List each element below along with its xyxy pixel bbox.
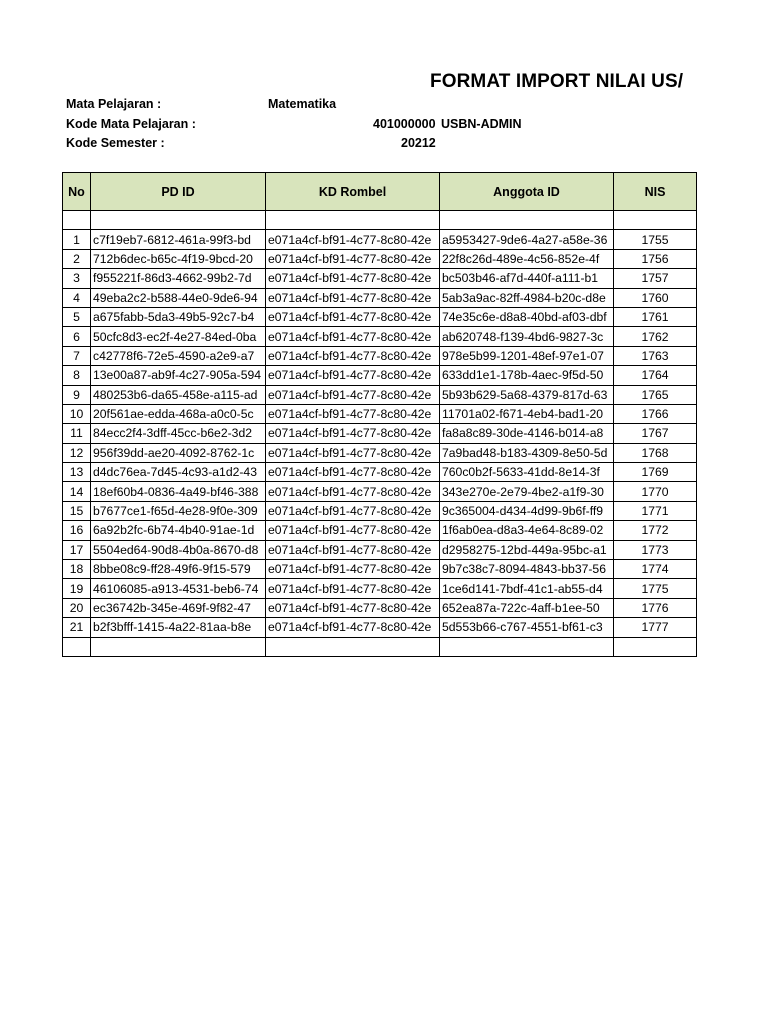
empty-cell[interactable] [91,637,266,656]
cell-kd-rombel[interactable]: e071a4cf-bf91-4c77-8c80-42e [266,346,440,365]
kode-semester-value: 20212 [401,136,436,150]
cell-nis[interactable]: 1773 [614,540,697,559]
cell-no[interactable]: 20 [63,598,91,617]
cell-anggota-id[interactable]: a5953427-9de6-4a27-a58e-36 [440,230,614,249]
cell-no[interactable]: 19 [63,579,91,598]
col-header-anggota-id: Anggota ID [440,173,614,211]
table-row [63,230,697,249]
cell-no[interactable]: 4 [63,288,91,307]
cell-anggota-id[interactable]: 652ea87a-722c-4aff-b1ee-50 [440,598,614,617]
cell-pd-id[interactable]: 46106085-a913-4531-beb6-74 [91,579,266,598]
cell-no[interactable]: 1 [63,230,91,249]
cell-nis[interactable]: 1772 [614,521,697,540]
table-row [63,424,697,443]
cell-kd-rombel[interactable]: e071a4cf-bf91-4c77-8c80-42e [266,598,440,617]
col-header-pd-id: PD ID [91,173,266,211]
table-row [63,463,697,482]
cell-anggota-id[interactable]: 1ce6d141-7bdf-41c1-ab55-d4 [440,579,614,598]
cell-pd-id[interactable]: c42778f6-72e5-4590-a2e9-a7 [91,346,266,365]
cell-pd-id[interactable]: 956f39dd-ae20-4092-8762-1c [91,443,266,462]
cell-anggota-id[interactable]: 11701a02-f671-4eb4-bad1-20 [440,404,614,423]
cell-no[interactable]: 6 [63,327,91,346]
cell-nis[interactable]: 1763 [614,346,697,365]
cell-kd-rombel[interactable]: e071a4cf-bf91-4c77-8c80-42e [266,404,440,423]
cell-kd-rombel[interactable]: e071a4cf-bf91-4c77-8c80-42e [266,501,440,520]
cell-kd-rombel[interactable]: e071a4cf-bf91-4c77-8c80-42e [266,385,440,404]
cell-nis[interactable]: 1756 [614,249,697,268]
cell-nis[interactable]: 1770 [614,482,697,501]
col-header-nis: NIS [614,173,697,211]
table-row [63,443,697,462]
cell-pd-id[interactable]: b7677ce1-f65d-4e28-9f0e-309 [91,501,266,520]
cell-no[interactable]: 2 [63,249,91,268]
cell-pd-id[interactable]: f955221f-86d3-4662-99b2-7d [91,269,266,288]
table-row [63,269,697,288]
cell-kd-rombel[interactable]: e071a4cf-bf91-4c77-8c80-42e [266,366,440,385]
table-body [63,211,697,657]
table-row [63,482,697,501]
cell-no[interactable]: 18 [63,560,91,579]
kode-mapel-label: Kode Mata Pelajaran : [66,117,196,131]
cell-anggota-id[interactable]: bc503b46-af7d-440f-a111-b1 [440,269,614,288]
kode-mapel-extra: USBN-ADMIN [441,117,522,131]
cell-kd-rombel[interactable]: e071a4cf-bf91-4c77-8c80-42e [266,579,440,598]
cell-nis[interactable]: 1771 [614,501,697,520]
cell-kd-rombel[interactable]: e071a4cf-bf91-4c77-8c80-42e [266,521,440,540]
empty-cell[interactable] [440,637,614,656]
cell-no[interactable]: 7 [63,346,91,365]
header-gap-row [63,211,697,230]
cell-pd-id[interactable]: b2f3bfff-1415-4a22-81aa-b8e [91,618,266,637]
cell-anggota-id[interactable]: 5d553b66-c767-4551-bf61-c3 [440,618,614,637]
table-row [63,307,697,326]
cell-nis[interactable]: 1768 [614,443,697,462]
cell-pd-id[interactable]: ec36742b-345e-469f-9f82-47 [91,598,266,617]
table-row [63,249,697,268]
cell-anggota-id[interactable]: 22f8c26d-489e-4c56-852e-4f [440,249,614,268]
nilai-table [62,172,697,657]
empty-row [63,637,697,656]
cell-pd-id[interactable]: 49eba2c2-b588-44e0-9de6-94 [91,288,266,307]
cell-pd-id[interactable]: 50cfc8d3-ec2f-4e27-84ed-0ba [91,327,266,346]
cell-anggota-id[interactable]: 7a9bad48-b183-4309-8e50-5d [440,443,614,462]
table-row [63,366,697,385]
cell-pd-id[interactable]: c7f19eb7-6812-461a-99f3-bd [91,230,266,249]
cell-anggota-id[interactable]: 5b93b629-5a68-4379-817d-63 [440,385,614,404]
cell-no[interactable]: 11 [63,424,91,443]
cell-anggota-id[interactable]: 74e35c6e-d8a8-40bd-af03-dbf [440,307,614,326]
table-row [63,288,697,307]
cell-nis[interactable]: 1769 [614,463,697,482]
cell-pd-id[interactable]: 13e00a87-ab9f-4c27-905a-594 [91,366,266,385]
cell-pd-id[interactable]: 20f561ae-edda-468a-a0c0-5c [91,404,266,423]
header-row [63,173,697,211]
empty-cell[interactable] [266,637,440,656]
cell-pd-id[interactable]: 8bbe08c9-ff28-49f6-9f15-579 [91,560,266,579]
mapel-label: Mata Pelajaran : [66,97,162,111]
cell-no[interactable]: 16 [63,521,91,540]
cell-no[interactable]: 14 [63,482,91,501]
cell-kd-rombel[interactable]: e071a4cf-bf91-4c77-8c80-42e [266,230,440,249]
table-row [63,327,697,346]
cell-kd-rombel[interactable]: e071a4cf-bf91-4c77-8c80-42e [266,327,440,346]
cell-no[interactable]: 10 [63,404,91,423]
cell-kd-rombel[interactable]: e071a4cf-bf91-4c77-8c80-42e [266,307,440,326]
table-row [63,346,697,365]
cell-anggota-id[interactable]: 5ab3a9ac-82ff-4984-b20c-d8e [440,288,614,307]
cell-anggota-id[interactable]: ab620748-f139-4bd6-9827-3c [440,327,614,346]
cell-no[interactable]: 13 [63,463,91,482]
cell-no[interactable]: 12 [63,443,91,462]
cell-anggota-id[interactable]: 1f6ab0ea-d8a3-4e64-8c89-02 [440,521,614,540]
kode-semester-label: Kode Semester : [66,136,165,150]
kode-mapel-value: 401000000 [373,117,436,131]
cell-anggota-id[interactable]: 9c365004-d434-4d99-9b6f-ff9 [440,501,614,520]
cell-pd-id[interactable]: 480253b6-da65-458e-a115-ad [91,385,266,404]
table-row [63,598,697,617]
cell-kd-rombel[interactable]: e071a4cf-bf91-4c77-8c80-42e [266,618,440,637]
cell-no[interactable]: 15 [63,501,91,520]
empty-cell[interactable] [614,637,697,656]
cell-nis[interactable]: 1765 [614,385,697,404]
cell-nis[interactable]: 1762 [614,327,697,346]
cell-anggota-id[interactable]: d2958275-12bd-449a-95bc-a1 [440,540,614,559]
cell-nis[interactable]: 1776 [614,598,697,617]
cell-no[interactable]: 8 [63,366,91,385]
cell-pd-id[interactable]: d4dc76ea-7d45-4c93-a1d2-43 [91,463,266,482]
cell-nis[interactable]: 1774 [614,560,697,579]
cell-anggota-id[interactable]: fa8a8c89-30de-4146-b014-a8 [440,424,614,443]
cell-anggota-id[interactable]: 343e270e-2e79-4be2-a1f9-30 [440,482,614,501]
cell-kd-rombel[interactable]: e071a4cf-bf91-4c77-8c80-42e [266,540,440,559]
cell-no[interactable]: 21 [63,618,91,637]
cell-no[interactable]: 17 [63,540,91,559]
cell-nis[interactable]: 1766 [614,404,697,423]
cell-pd-id[interactable]: 6a92b2fc-6b74-4b40-91ae-1d [91,521,266,540]
mapel-value: Matematika [268,97,337,111]
cell-no[interactable]: 5 [63,307,91,326]
cell-kd-rombel[interactable]: e071a4cf-bf91-4c77-8c80-42e [266,288,440,307]
cell-kd-rombel[interactable]: e071a4cf-bf91-4c77-8c80-42e [266,463,440,482]
cell-anggota-id[interactable]: 760c0b2f-5633-41dd-8e14-3f [440,463,614,482]
cell-pd-id[interactable]: 18ef60b4-0836-4a49-bf46-388 [91,482,266,501]
cell-no[interactable]: 3 [63,269,91,288]
cell-anggota-id[interactable]: 978e5b99-1201-48ef-97e1-07 [440,346,614,365]
cell-nis[interactable]: 1764 [614,366,697,385]
col-header-kd-rombel: KD Rombel [266,173,440,211]
cell-kd-rombel[interactable]: e071a4cf-bf91-4c77-8c80-42e [266,424,440,443]
cell-kd-rombel[interactable]: e071a4cf-bf91-4c77-8c80-42e [266,269,440,288]
cell-nis[interactable]: 1760 [614,288,697,307]
cell-nis[interactable]: 1761 [614,307,697,326]
page-title: FORMAT IMPORT NILAI US/ [430,71,684,92]
cell-nis[interactable]: 1757 [614,269,697,288]
cell-pd-id[interactable]: 84ecc2f4-3dff-45cc-b6e2-3d2 [91,424,266,443]
cell-kd-rombel[interactable]: e071a4cf-bf91-4c77-8c80-42e [266,482,440,501]
cell-anggota-id[interactable]: 9b7c38c7-8094-4843-bb37-56 [440,560,614,579]
cell-nis[interactable]: 1755 [614,230,697,249]
cell-kd-rombel[interactable]: e071a4cf-bf91-4c77-8c80-42e [266,443,440,462]
table-row [63,385,697,404]
table-row [63,521,697,540]
empty-cell[interactable] [63,637,91,656]
cell-nis[interactable]: 1777 [614,618,697,637]
cell-no[interactable]: 9 [63,385,91,404]
table-row [63,540,697,559]
cell-pd-id[interactable]: a675fabb-5da3-49b5-92c7-b4 [91,307,266,326]
table-row [63,579,697,598]
table-row [63,501,697,520]
cell-pd-id[interactable]: 5504ed64-90d8-4b0a-8670-d8 [91,540,266,559]
table-row [63,618,697,637]
table-row [63,560,697,579]
table-row [63,404,697,423]
col-header-no: No [63,173,91,211]
cell-pd-id[interactable]: 712b6dec-b65c-4f19-9bcd-20 [91,249,266,268]
cell-nis[interactable]: 1767 [614,424,697,443]
cell-nis[interactable]: 1775 [614,579,697,598]
cell-anggota-id[interactable]: 633dd1e1-178b-4aec-9f5d-50 [440,366,614,385]
cell-kd-rombel[interactable]: e071a4cf-bf91-4c77-8c80-42e [266,249,440,268]
cell-kd-rombel[interactable]: e071a4cf-bf91-4c77-8c80-42e [266,560,440,579]
